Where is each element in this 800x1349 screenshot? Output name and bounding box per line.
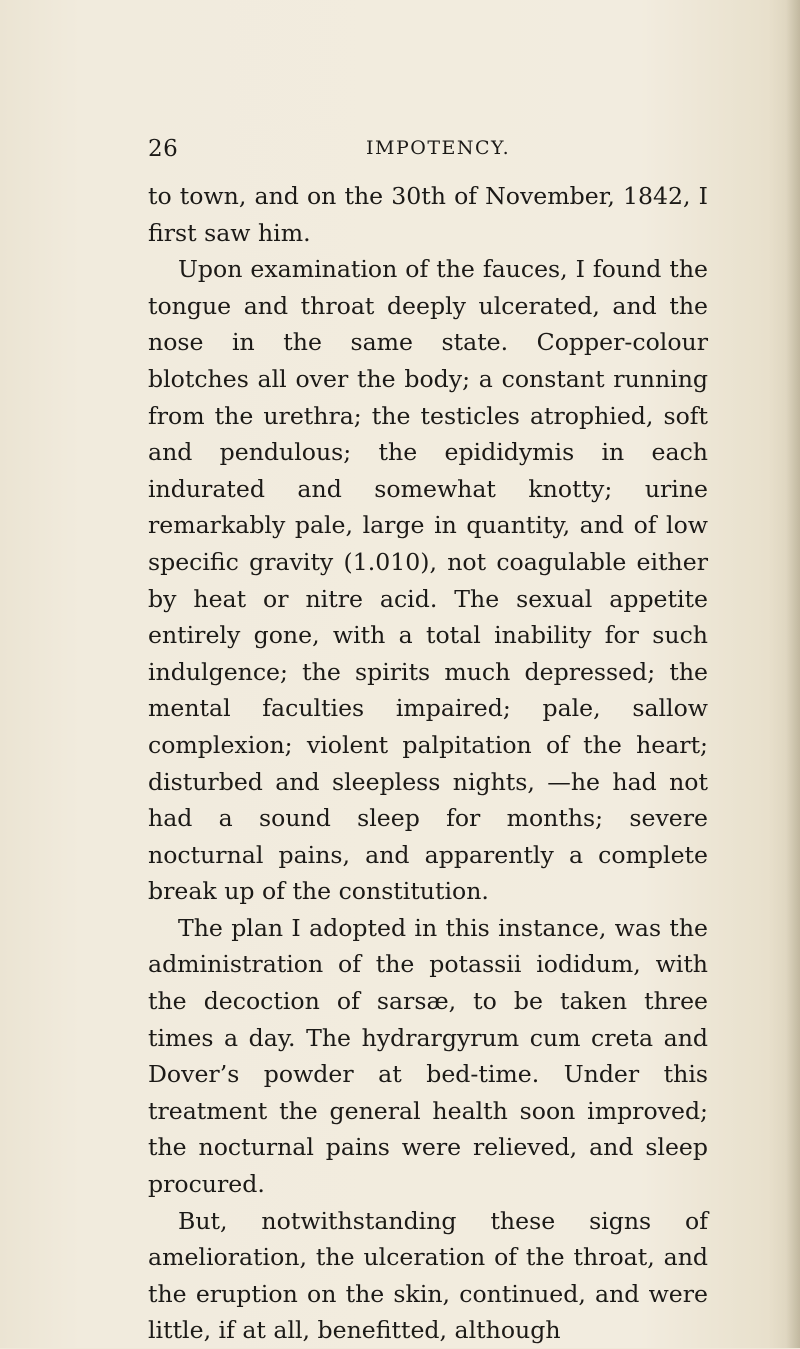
body-text xyxy=(148,178,708,1349)
paragraph-amelioration: But, notwithstanding these signs of amelioration, the ulceration of the throat, and the eruption on the skin, continued, and were little, if at all, benefitted, although xyxy=(148,1206,708,1345)
paragraph-continued: to town, and on the 30th of November, 1842, I first saw him. xyxy=(148,182,708,247)
page-header xyxy=(148,136,708,166)
running-head: IMPOTENCY. xyxy=(366,137,511,159)
paragraph-treatment-plan: The plan I adopted in this instance, was the administration of the potassii iodidum, with the decoction of sarsæ, to be taken three times a day. The hydrargyrum cum creta and Dover’s powder at bed-time. Under this treatment the general health soon improved; the nocturnal pains were relieved, and sleep procured. xyxy=(148,913,708,1199)
page-number: 26 xyxy=(148,136,179,162)
page-edge-shadow xyxy=(786,0,800,1348)
paragraph-examination: Upon examination of the fauces, I found the tongue and throat deeply ulcerated, and the nose in the same state. Copper-colour blotches all over the body; a constant running from the urethra; the testicles atrophied, soft and pendulous; the epididymis in each indurated and somewhat knotty; urine remarkably pale, large in quantity, and of low specific gravity (1.010), not coagulable either by heat or nitre acid. The sexual appetite entirely gone, with a total inability for such indulgence; the spirits much depressed; the mental faculties impaired; pale, sallow complexion; violent palpitation of the heart; disturbed and sleepless nights, —he had not had a sound sleep for months; severe nocturnal pains, and apparently a complete break up of the constitution. xyxy=(148,255,708,906)
